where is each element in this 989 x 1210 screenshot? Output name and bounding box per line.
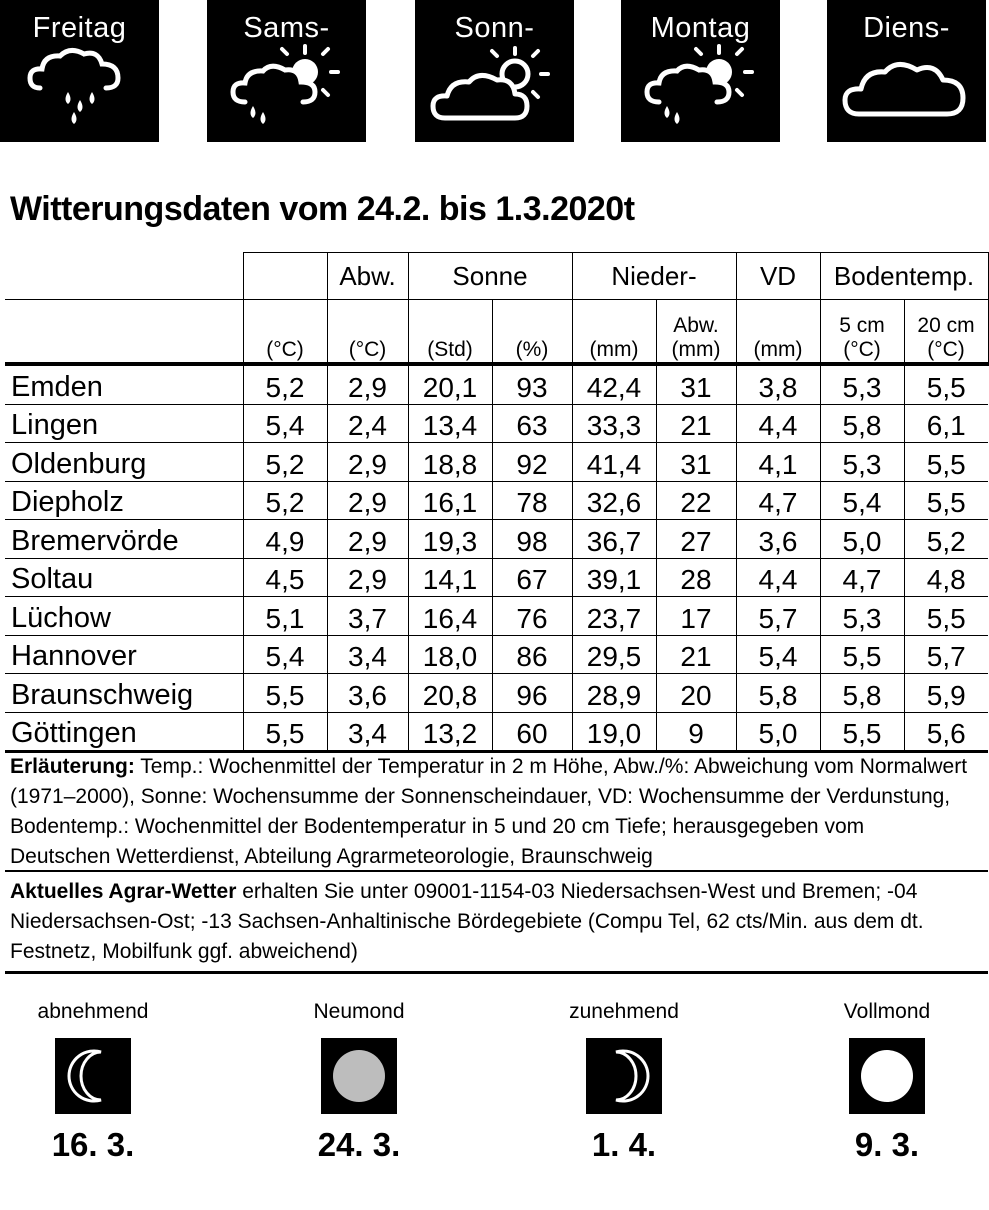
explanation-label: Erläuterung: (10, 755, 135, 778)
table-cell: 5,5 (904, 597, 988, 636)
table-group-header (5, 253, 988, 300)
table-cell: 4,4 (736, 558, 820, 597)
sun-cloud-rain-icon (621, 40, 780, 140)
unit-boden-5 (820, 300, 904, 365)
table-cell: 5,0 (820, 520, 904, 559)
table-cell: 5,2 (243, 481, 327, 520)
table-unit-header (5, 300, 988, 365)
forecast-day-3 (415, 0, 574, 142)
unit-line: (°C) (843, 337, 881, 361)
moon-phase-full (787, 1000, 987, 1164)
table-cell: 28 (656, 558, 736, 597)
sun-cloud-icon (415, 40, 574, 140)
forecast-day-label: Sams- (243, 12, 330, 44)
table-cell: 4,1 (736, 443, 820, 482)
table-cell: 14,1 (408, 558, 492, 597)
table-cell: 63 (492, 404, 572, 443)
table-cell: 5,5 (820, 635, 904, 674)
table-cell: 5,5 (243, 674, 327, 713)
table-cell: 4,9 (243, 520, 327, 559)
table-cell: 98 (492, 520, 572, 559)
table-cell: 5,3 (820, 364, 904, 404)
table-cell: 2,9 (327, 558, 408, 597)
station-name: Hannover (5, 635, 243, 674)
unit-abw: (°C) (327, 300, 408, 365)
moon-phase-label: Vollmond (843, 1000, 931, 1023)
weather-data-table (5, 252, 989, 753)
forecast-day-1 (0, 0, 159, 142)
table-cell: 5,6 (904, 712, 988, 752)
waning-moon-icon (55, 1038, 131, 1114)
header-temp (243, 253, 327, 300)
table-row (5, 520, 988, 559)
table-cell: 20,1 (408, 364, 492, 404)
station-name: Soltau (5, 558, 243, 597)
unit-nieder-abw (656, 300, 736, 365)
moon-phase-date: 1. 4. (591, 1126, 657, 1163)
unit-temp: (°C) (243, 300, 327, 365)
unit-sonne-std: (Std) (408, 300, 492, 365)
unit-line: Abw. (673, 313, 719, 337)
table-cell: 5,5 (243, 712, 327, 752)
table-cell: 5,7 (736, 597, 820, 636)
table-cell: 5,5 (904, 481, 988, 520)
header-vd: VD (736, 253, 820, 300)
moon-phase-date: 16. 3. (51, 1126, 135, 1163)
explanation-text: Temp.: Wochenmittel der Temperatur in 2 m Höhe, Abw./%: Abweichung vom Normalwert (1971–2000), Sonne: Wochensumme der Sonnenscheindauer, VD: Wochensumme der Verdunstung, Bodentemp.: Wochenmittel der Bodentemperatur in 5 und 20 cm Tiefe; herausgegeben vom Deutschen Wetterdienst, Abteilung Agrarmeteorologie, Braunschweig (10, 755, 968, 868)
table-cell: 18,0 (408, 635, 492, 674)
table-cell: 28,9 (572, 674, 656, 713)
forecast-day-2 (207, 0, 366, 142)
table-cell: 5,4 (243, 635, 327, 674)
table-cell: 5,4 (736, 635, 820, 674)
moon-phase-waning (0, 1000, 193, 1164)
table-cell: 6,1 (904, 404, 988, 443)
moon-phase-label: Neumond (313, 1000, 405, 1023)
table-cell: 16,1 (408, 481, 492, 520)
table-cell: 19,0 (572, 712, 656, 752)
table-cell: 2,4 (327, 404, 408, 443)
table-cell: 27 (656, 520, 736, 559)
table-cell: 5,5 (820, 712, 904, 752)
table-row (5, 635, 988, 674)
header-bodentemp: Bodentemp. (820, 253, 988, 300)
table-cell: 67 (492, 558, 572, 597)
table-cell: 5,3 (820, 443, 904, 482)
table-cell: 33,3 (572, 404, 656, 443)
station-name: Lüchow (5, 597, 243, 636)
moon-phase-label: zunehmend (569, 1000, 679, 1023)
table-cell: 4,7 (736, 481, 820, 520)
cloud-icon (827, 40, 986, 140)
agrar-wetter-text: erhalten Sie unter 09001-1154-03 Niedersachsen-West und Bremen; -04 Niedersachsen-Ost; -13 Sachsen-Anhaltinische Bördegebiete (Compu Tel, 62 cts/Min. aus dem dt. Festnetz, Mobilfunk ggf. abweichend) (10, 880, 924, 963)
table-cell: 3,8 (736, 364, 820, 404)
table-cell: 29,5 (572, 635, 656, 674)
station-name: Braunschweig (5, 674, 243, 713)
header-niederschlag: Nieder- (572, 253, 736, 300)
table-cell: 96 (492, 674, 572, 713)
header-blank (5, 253, 243, 300)
table-cell: 16,4 (408, 597, 492, 636)
table-cell: 93 (492, 364, 572, 404)
table-cell: 3,4 (327, 712, 408, 752)
cloud-rain-icon (0, 40, 159, 140)
table-cell: 4,4 (736, 404, 820, 443)
table-cell: 4,5 (243, 558, 327, 597)
table-cell: 5,7 (904, 635, 988, 674)
table-cell: 39,1 (572, 558, 656, 597)
table-cell: 60 (492, 712, 572, 752)
table-row (5, 481, 988, 520)
table-cell: 3,7 (327, 597, 408, 636)
table-row (5, 404, 988, 443)
table-cell: 5,5 (904, 364, 988, 404)
moon-phase-new (259, 1000, 459, 1164)
table-cell: 5,2 (243, 443, 327, 482)
table-cell: 76 (492, 597, 572, 636)
table-cell: 21 (656, 404, 736, 443)
station-name: Göttingen (5, 712, 243, 752)
table-cell: 86 (492, 635, 572, 674)
unit-line: 5 cm (839, 313, 885, 337)
unit-boden-20 (904, 300, 988, 365)
table-cell: 13,2 (408, 712, 492, 752)
table-row (5, 674, 988, 713)
forecast-day-label: Freitag (32, 12, 127, 44)
table-cell: 31 (656, 443, 736, 482)
table-cell: 5,9 (904, 674, 988, 713)
table-row (5, 712, 988, 752)
table-cell: 2,9 (327, 481, 408, 520)
table-cell: 19,3 (408, 520, 492, 559)
agrar-wetter-note (10, 877, 970, 967)
table-cell: 5,0 (736, 712, 820, 752)
table-cell: 41,4 (572, 443, 656, 482)
table-cell: 20,8 (408, 674, 492, 713)
table-cell: 5,1 (243, 597, 327, 636)
table-cell: 3,6 (327, 674, 408, 713)
table-cell: 2,9 (327, 364, 408, 404)
unit-line: (mm) (671, 337, 721, 361)
forecast-day-label: Diens- (863, 12, 950, 44)
table-cell: 5,2 (243, 364, 327, 404)
table-cell: 5,3 (820, 597, 904, 636)
table-cell: 13,4 (408, 404, 492, 443)
table-cell: 23,7 (572, 597, 656, 636)
station-name: Oldenburg (5, 443, 243, 482)
table-row (5, 558, 988, 597)
table-cell: 5,2 (904, 520, 988, 559)
table-cell: 2,9 (327, 520, 408, 559)
table-cell: 4,7 (820, 558, 904, 597)
unit-line: 20 cm (917, 313, 975, 337)
table-row (5, 443, 988, 482)
unit-sonne-pct: (%) (492, 300, 572, 365)
waxing-moon-icon (586, 1038, 662, 1114)
moon-phase-label: abnehmend (37, 1000, 149, 1023)
divider (5, 870, 988, 872)
table-cell: 18,8 (408, 443, 492, 482)
table-cell: 3,4 (327, 635, 408, 674)
unit-nieder-mm: (mm) (572, 300, 656, 365)
table-cell: 21 (656, 635, 736, 674)
header-blank (5, 300, 243, 365)
station-name: Bremervörde (5, 520, 243, 559)
table-cell: 78 (492, 481, 572, 520)
header-sonne: Sonne (408, 253, 572, 300)
table-row (5, 364, 988, 404)
table-cell: 3,6 (736, 520, 820, 559)
forecast-day-4 (621, 0, 780, 142)
agrar-wetter-label: Aktuelles Agrar-Wetter (10, 880, 237, 903)
table-cell: 4,8 (904, 558, 988, 597)
full-moon-icon (849, 1038, 925, 1114)
station-name: Lingen (5, 404, 243, 443)
moon-phase-waxing (524, 1000, 724, 1164)
table-cell: 17 (656, 597, 736, 636)
table-body (5, 364, 988, 752)
table-cell: 5,8 (736, 674, 820, 713)
table-cell: 31 (656, 364, 736, 404)
table-cell: 5,4 (243, 404, 327, 443)
page-title: Witterungsdaten vom 24.2. bis 1.3.2020t (10, 190, 635, 228)
header-abw: Abw. (327, 253, 408, 300)
table-cell: 5,8 (820, 404, 904, 443)
forecast-strip (0, 0, 989, 142)
unit-line: (°C) (927, 337, 965, 361)
unit-vd: (mm) (736, 300, 820, 365)
table-cell: 5,5 (904, 443, 988, 482)
station-name: Emden (5, 364, 243, 404)
forecast-day-label: Sonn- (454, 12, 535, 44)
sun-cloud-rain-icon (207, 40, 366, 140)
divider (5, 971, 988, 974)
station-name: Diepholz (5, 481, 243, 520)
table-cell: 32,6 (572, 481, 656, 520)
table-cell: 5,8 (820, 674, 904, 713)
explanation-note (10, 752, 970, 872)
table-cell: 42,4 (572, 364, 656, 404)
table-cell: 9 (656, 712, 736, 752)
forecast-day-5 (827, 0, 986, 142)
table-cell: 92 (492, 443, 572, 482)
table-cell: 36,7 (572, 520, 656, 559)
table-cell: 20 (656, 674, 736, 713)
forecast-day-label: Montag (650, 12, 751, 44)
new-moon-icon (321, 1038, 397, 1114)
table-row (5, 597, 988, 636)
moon-phase-date: 24. 3. (317, 1126, 401, 1163)
table-cell: 2,9 (327, 443, 408, 482)
table-cell: 22 (656, 481, 736, 520)
moon-phase-date: 9. 3. (854, 1126, 920, 1163)
table-cell: 5,4 (820, 481, 904, 520)
